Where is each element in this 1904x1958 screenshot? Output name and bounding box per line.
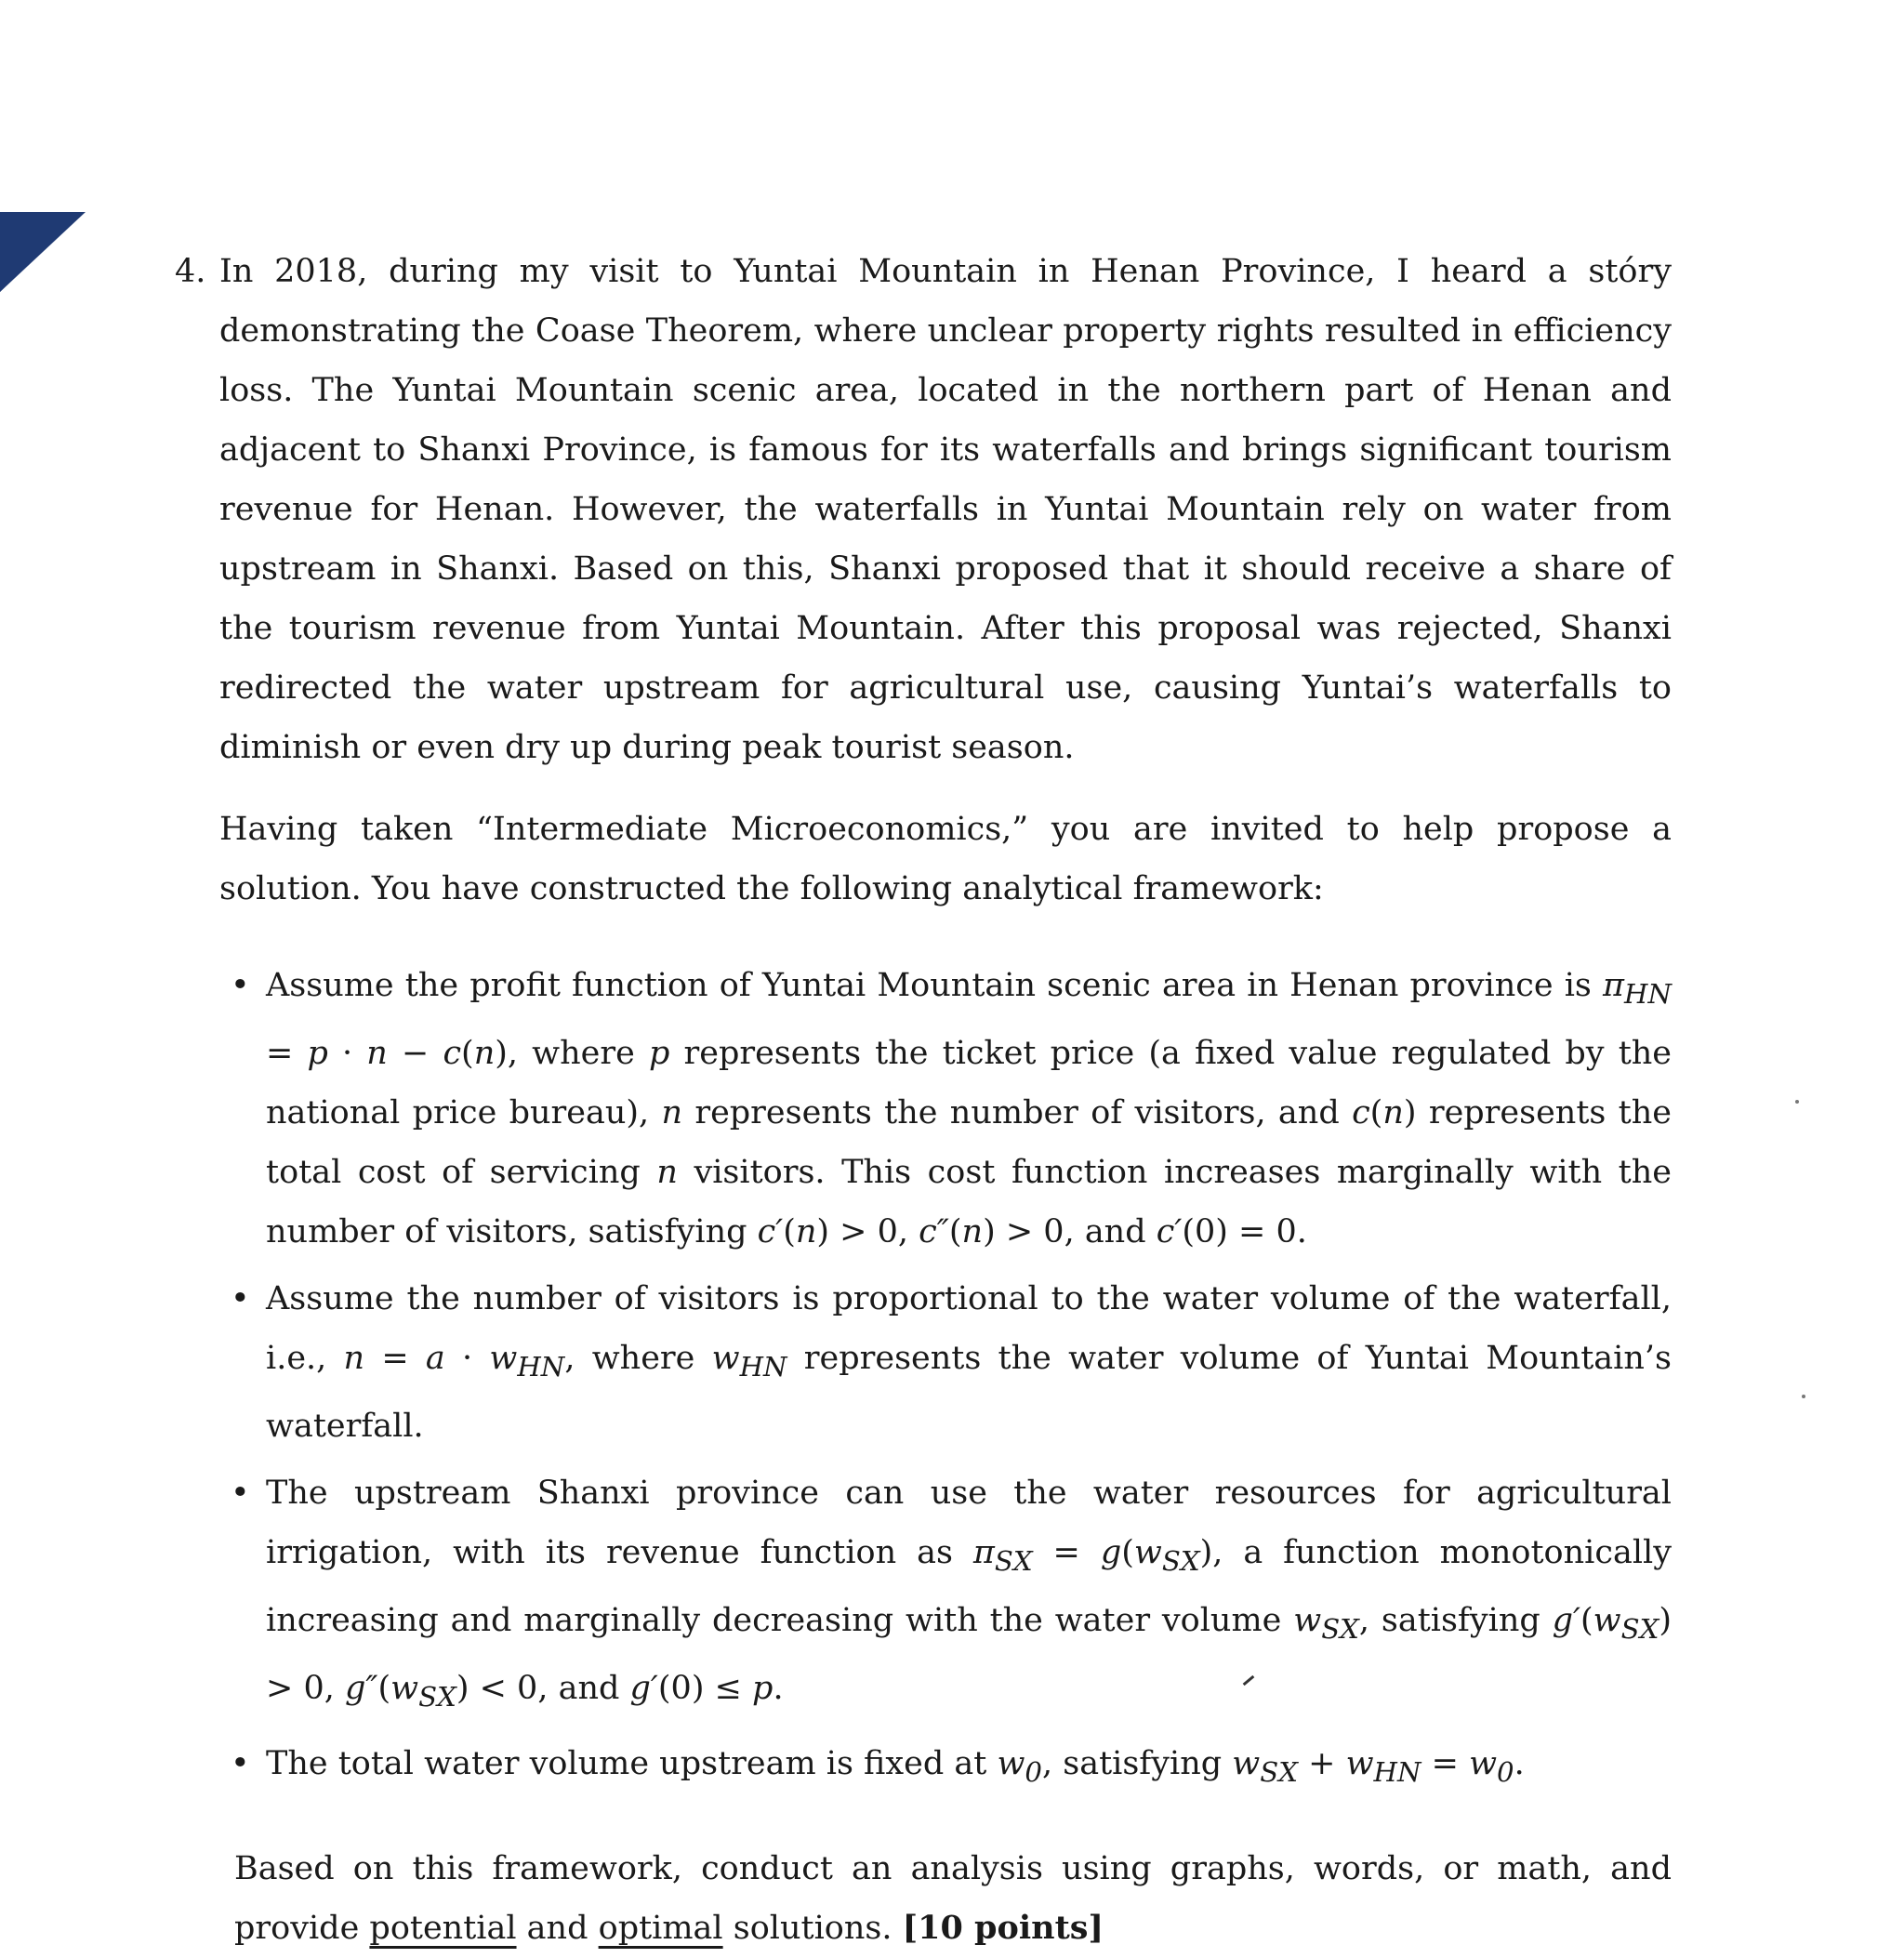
assumption-text: ) > 0, bbox=[816, 1213, 919, 1250]
bullet-icon: • bbox=[231, 1475, 250, 1512]
math-symbol: w bbox=[489, 1340, 518, 1377]
math-symbol: w bbox=[390, 1670, 419, 1707]
math-subscript: 0 bbox=[1025, 1756, 1042, 1788]
math-symbol: w bbox=[1133, 1534, 1162, 1571]
math-subscript: SX bbox=[1260, 1756, 1298, 1788]
task-instruction bbox=[234, 1839, 1672, 1958]
assumption-text: , satisfying bbox=[1041, 1745, 1233, 1782]
assumption-text: = bbox=[1032, 1534, 1101, 1571]
math-symbol: g″ bbox=[344, 1670, 378, 1707]
math-subscript: HN bbox=[517, 1351, 565, 1383]
math-symbol: c bbox=[1352, 1094, 1370, 1131]
assumption-text: ( bbox=[1580, 1602, 1593, 1639]
assumption-text: represents the ticket price (a fixed value regulated by the national price bureau), bbox=[266, 1035, 1673, 1131]
math-symbol: g bbox=[1100, 1534, 1122, 1571]
paper-speck bbox=[1795, 1100, 1799, 1104]
assumption-visitors-proportional bbox=[231, 1269, 1672, 1456]
assumption-text: · bbox=[444, 1340, 490, 1377]
instruction-text: solutions. bbox=[722, 1910, 903, 1947]
assumption-text: + bbox=[1297, 1745, 1346, 1782]
assumption-text: (0) ≤ bbox=[657, 1670, 753, 1707]
assumption-total-water bbox=[231, 1734, 1672, 1802]
assumption-text: ) < 0, and bbox=[456, 1670, 630, 1707]
underlined-optimal: optimal bbox=[598, 1910, 723, 1947]
question-block bbox=[175, 242, 1672, 919]
assumption-text: = bbox=[364, 1340, 426, 1377]
instruction-text: and bbox=[516, 1910, 599, 1947]
math-symbol: w bbox=[997, 1745, 1025, 1782]
assumption-text: − bbox=[387, 1035, 443, 1072]
math-symbol: n bbox=[656, 1154, 678, 1191]
math-symbol: a bbox=[425, 1340, 445, 1377]
math-symbol: c′ bbox=[757, 1213, 784, 1250]
math-symbol: c bbox=[443, 1035, 462, 1072]
assumption-text: ), a function monotonically increasing and marginally decreasing with the water volume bbox=[266, 1534, 1672, 1639]
question-paragraph-story: In 2018, during my visit to Yuntai Mountain in Henan Province, I heard a stóry demonstrating the Coase Theorem, where unclear property rights resulted in efficiency loss. The Yuntai Mountain scenic area, located in the northern part of Henan and adjacent to Shanxi Province, is famous for its waterfalls and brings significant tourism revenue for Henan. However, the waterfalls in Yuntai Mountain rely on water from upstream in Shanxi. Based on this, Shanxi proposed that it should receive a share of the tourism revenue from Yuntai Mountain. After this proposal was rejected, Shanxi redirected the water upstream for agricultural use, causing Yuntai’s waterfalls to diminish or even dry up during peak tourist season. bbox=[219, 253, 1672, 766]
question-number: 4. bbox=[175, 253, 206, 290]
assumption-text: The total water volume upstream is fixed at bbox=[266, 1745, 998, 1782]
points-value: [10 points] bbox=[902, 1909, 1104, 1947]
math-symbol: n bbox=[343, 1340, 365, 1377]
assumption-shanxi-revenue bbox=[231, 1463, 1673, 1726]
math-symbol: π bbox=[972, 1534, 995, 1571]
math-subscript: HN bbox=[1373, 1756, 1421, 1788]
assumption-henan-profit bbox=[231, 956, 1673, 1262]
assumption-text: ( bbox=[783, 1213, 796, 1250]
math-symbol: w bbox=[1345, 1745, 1374, 1782]
assumption-text: , satisfying bbox=[1358, 1602, 1553, 1639]
math-symbol: n bbox=[1382, 1094, 1404, 1131]
math-subscript: HN bbox=[1624, 978, 1672, 1010]
assumption-text: represents the number of visitors, and bbox=[682, 1094, 1353, 1131]
instruction-text: Based on this framework, conduct an analysis using graphs, words, or math, and provide bbox=[234, 1850, 1672, 1947]
math-subscript: 0 bbox=[1497, 1756, 1514, 1788]
question-body bbox=[219, 242, 1672, 919]
math-symbol: w bbox=[1469, 1745, 1498, 1782]
assumption-text: . bbox=[1514, 1745, 1525, 1782]
underlined-potential: potential bbox=[369, 1910, 517, 1947]
math-symbol: c′ bbox=[1156, 1213, 1183, 1250]
math-symbol: n bbox=[961, 1213, 984, 1250]
assumption-text: , where bbox=[564, 1340, 712, 1377]
assumption-text: ) > 0, bbox=[266, 1602, 1673, 1707]
math-symbol: n bbox=[473, 1035, 496, 1072]
math-symbol: n bbox=[661, 1094, 683, 1131]
math-symbol: w bbox=[711, 1340, 740, 1377]
assumption-text: ) represents the total cost of servicing bbox=[266, 1094, 1672, 1191]
math-symbol: g′ bbox=[1552, 1602, 1580, 1639]
assumption-text: (0) = 0. bbox=[1182, 1213, 1307, 1250]
math-symbol: g′ bbox=[629, 1670, 658, 1707]
assumption-text: = bbox=[1421, 1745, 1470, 1782]
assumption-text: ), where bbox=[495, 1035, 649, 1072]
math-subscript: SX bbox=[1161, 1545, 1200, 1577]
math-symbol: c″ bbox=[919, 1213, 949, 1250]
assumption-text: Assume the number of visitors is proportional to the water volume of the waterfall, i.e., bbox=[266, 1280, 1672, 1377]
assumption-list bbox=[175, 956, 1672, 1802]
math-symbol: n bbox=[366, 1035, 388, 1072]
math-symbol: p bbox=[752, 1670, 774, 1707]
assumption-text: ( bbox=[1121, 1534, 1134, 1571]
assumption-text: ) > 0, and bbox=[983, 1213, 1157, 1250]
document-page bbox=[175, 242, 1672, 1958]
paper-speck bbox=[1802, 1395, 1805, 1398]
math-subscript: SX bbox=[994, 1545, 1033, 1577]
bullet-icon: • bbox=[231, 1280, 250, 1317]
assumption-text: = bbox=[266, 1035, 308, 1072]
math-symbol: w bbox=[1293, 1602, 1322, 1639]
math-symbol: π bbox=[1603, 967, 1625, 1004]
assumption-text: · bbox=[327, 1035, 367, 1072]
math-subscript: SX bbox=[1321, 1613, 1359, 1645]
assumption-text: ( bbox=[461, 1035, 474, 1072]
assumption-text: visitors. This cost function increases marginally with the number of visitors, satisfying bbox=[266, 1154, 1672, 1250]
math-subscript: SX bbox=[1620, 1613, 1659, 1645]
math-symbol: p bbox=[648, 1035, 670, 1072]
bullet-icon: • bbox=[231, 1745, 250, 1782]
assumption-text: . bbox=[773, 1670, 784, 1707]
math-symbol: w bbox=[1232, 1745, 1261, 1782]
math-subscript: HN bbox=[739, 1351, 787, 1383]
assumption-text: Assume the profit function of Yuntai Mountain scenic area in Henan province is bbox=[266, 967, 1604, 1004]
corner-triangle-shadow bbox=[0, 279, 13, 292]
assumption-text: ( bbox=[948, 1213, 962, 1250]
math-subscript: SX bbox=[418, 1681, 456, 1713]
math-symbol: p bbox=[307, 1035, 328, 1072]
math-symbol: n bbox=[795, 1213, 817, 1250]
assumption-text: ( bbox=[1369, 1094, 1383, 1131]
bullet-icon: • bbox=[231, 967, 250, 1004]
assumption-text: The upstream Shanxi province can use the water resources for agricultural irrigation, with its revenue function as bbox=[266, 1475, 1672, 1571]
question-paragraph-task: Having taken “Intermediate Microeconomics,” you are invited to help propose a solution. You have constructed the following analytical framework: bbox=[219, 811, 1672, 907]
math-symbol: w bbox=[1593, 1602, 1621, 1639]
assumption-text: ( bbox=[377, 1670, 391, 1707]
assumption-text: represents the water volume of Yuntai Mountain’s waterfall. bbox=[266, 1340, 1672, 1445]
